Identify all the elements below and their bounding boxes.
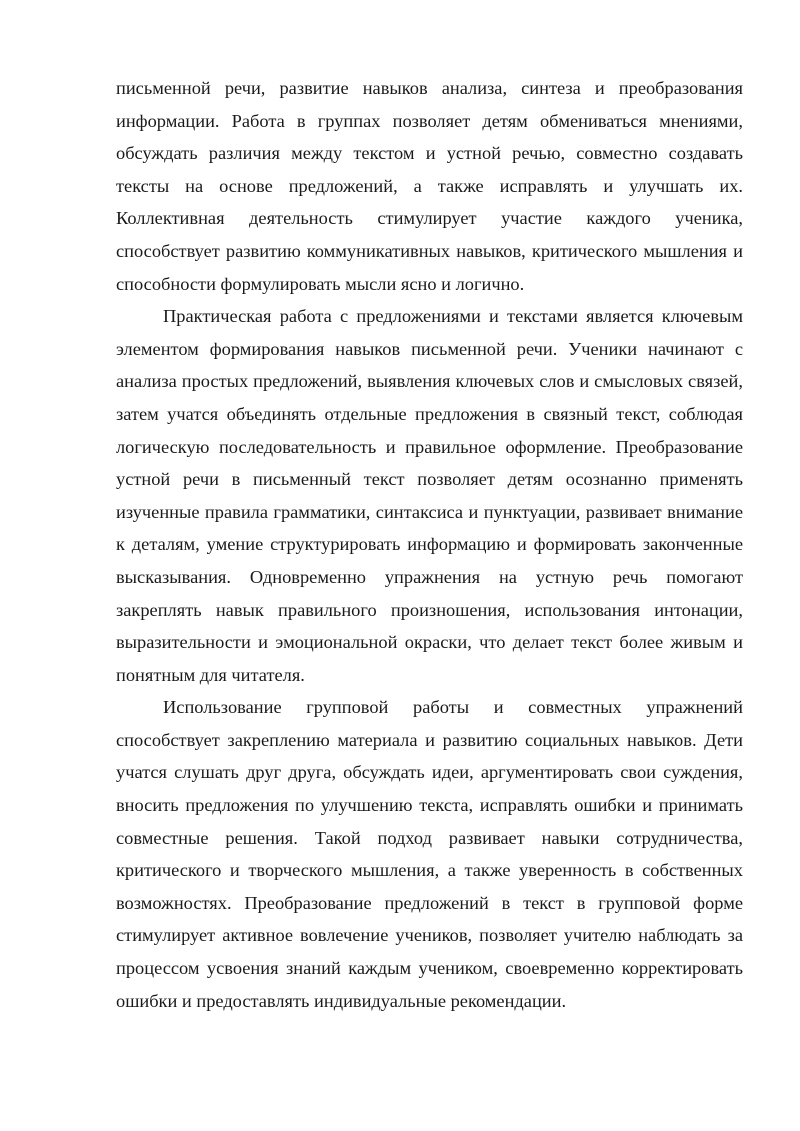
body-text [116, 72, 743, 1017]
paragraph-3: Использование групповой работы и совместных упражнений способствует закреплению материала и развитию социальных навыков. Дети учатся слушать друг друга, обсуждать идеи, аргументировать свои суждения, вносить предложения по улучшению текста, исправлять ошибки и принимать совместные решения. Такой подход развивает навыки сотрудничества, критического и творческого мышления, а также уверенность в собственных возможностях. Преобразование предложений в текст в групповой форме стимулирует активное вовлечение учеников, позволяет учителю наблюдать за процессом усвоения знаний каждым учеником, своевременно корректировать ошибки и предоставлять индивидуальные рекомендации. [116, 697, 743, 1011]
paragraph-1: письменной речи, развитие навыков анализа, синтеза и преобразования информации. Работа в группах позволяет детям обмениваться мнениями, обсуждать различия между текстом и устной речью, совместно создавать тексты на основе предложений, а также исправлять и улучшать их. Коллективная деятельность стимулирует участие каждого ученика, способствует развитию коммуникативных навыков, критического мышления и способности формулировать мысли ясно и логично. [116, 78, 743, 294]
paragraph-2: Практическая работа с предложениями и текстами является ключевым элементом формирования навыков письменной речи. Ученики начинают с анализа простых предложений, выявления ключевых слов и смысловых связей, затем учатся объединять отдельные предложения в связный текст, соблюдая логическую последовательность и правильное оформление. Преобразование устной речи в письменный текст позволяет детям осознанно применять изученные правила грамматики, синтаксиса и пунктуации, развивает внимание к деталям, умение структурировать информацию и формировать законченные высказывания. Одновременно упражнения на устную речь помогают закреплять навык правильного произношения, использования интонации, выразительности и эмоциональной окраски, что делает текст более живым и понятным для читателя. [116, 306, 743, 685]
